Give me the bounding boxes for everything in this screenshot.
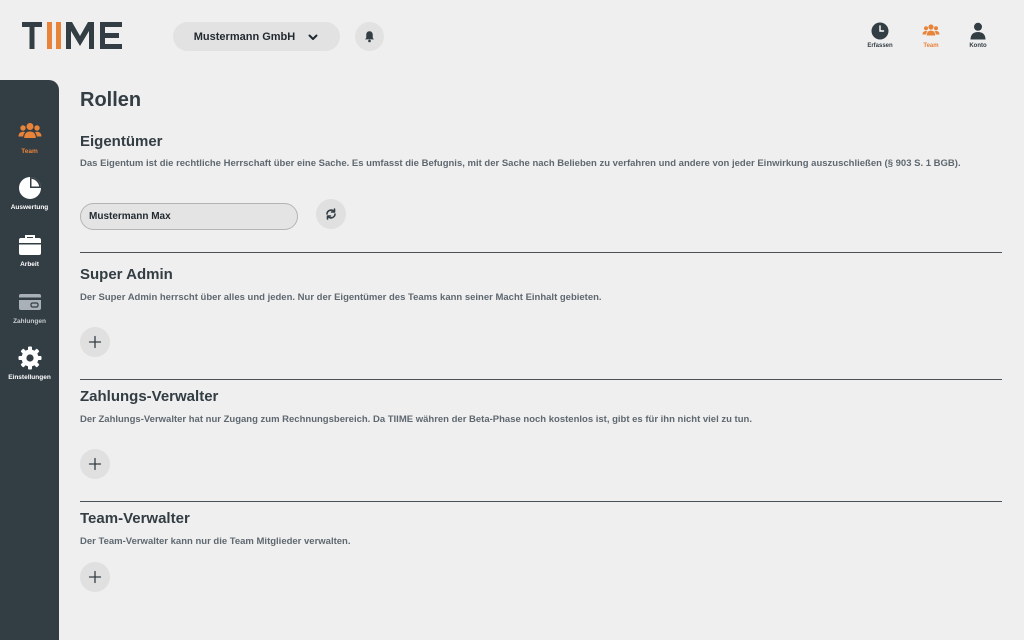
topnav-label: Erfassen: [867, 43, 893, 49]
section-description-super-admin: Der Super Admin herrscht über alles und jeden. Nur der Eigentümer des Teams kann seiner Macht Einhalt gebieten.: [80, 292, 602, 303]
section-title-zahlungs-verwalter: Zahlungs-Verwalter: [80, 388, 219, 405]
add-team-verwalter-button[interactable]: [80, 562, 110, 592]
section-divider: [80, 501, 1002, 502]
team-icon: [18, 120, 42, 144]
sidebar-item-label: Einstellungen: [8, 374, 51, 381]
plus-icon: [88, 570, 102, 584]
topnav-erfassen[interactable]: [860, 22, 900, 49]
add-zahlungs-verwalter-button[interactable]: [80, 449, 110, 479]
owner-field[interactable]: Mustermann Max: [80, 203, 298, 230]
tiime-logo: [22, 20, 138, 52]
sidebar-item-label: Team: [21, 148, 38, 155]
company-name: Mustermann GmbH: [193, 30, 296, 43]
section-description-team-verwalter: Der Team-Verwalter kann nur die Team Mitglieder verwalten.: [80, 536, 351, 547]
gear-icon: [18, 346, 42, 370]
sidebar-item-label: Arbeit: [20, 261, 39, 268]
sidebar-item-auswertung[interactable]: [0, 176, 59, 211]
section-divider: [80, 379, 1002, 380]
topnav-label: Konto: [969, 43, 987, 49]
add-super-admin-button[interactable]: [80, 327, 110, 357]
payment-card-icon: [18, 290, 42, 314]
user-icon: [969, 22, 987, 40]
briefcase-icon: [18, 233, 42, 257]
clock-icon: [871, 22, 889, 40]
topnav-label: Team: [923, 43, 939, 49]
chevron-down-icon: [307, 31, 319, 43]
change-owner-button[interactable]: [316, 199, 346, 229]
notifications-button[interactable]: [355, 22, 384, 51]
section-title-eigentuemer: Eigentümer: [80, 133, 163, 150]
sidebar-item-team[interactable]: [0, 120, 59, 155]
section-divider: [80, 252, 1002, 253]
section-title-super-admin: Super Admin: [80, 266, 173, 283]
pie-chart-icon: [18, 176, 42, 200]
team-icon: [922, 22, 940, 40]
page-title: Rollen: [80, 89, 142, 111]
sidebar-item-arbeit[interactable]: [0, 233, 59, 268]
section-title-team-verwalter: Team-Verwalter: [80, 510, 190, 527]
bell-icon: [363, 30, 376, 43]
sidebar-item-label: Zahlungen: [13, 318, 46, 325]
section-description-eigentuemer: Das Eigentum ist die rechtliche Herrschaft über eine Sache. Es umfasst die Befugnis, mit der Sache nach Belieben zu verfahren und andere von jeder Einwirkung auszuschließen (§ 903 S. 1 BGB).: [80, 158, 961, 169]
topnav-konto[interactable]: [958, 22, 998, 49]
sidebar-item-label: Auswertung: [10, 204, 49, 211]
sidebar-item-zahlungen[interactable]: [0, 290, 59, 325]
topnav-team[interactable]: [911, 22, 951, 49]
sidebar-item-einstellungen[interactable]: [0, 346, 59, 381]
refresh-icon: [324, 207, 338, 221]
plus-icon: [88, 457, 102, 471]
plus-icon: [88, 335, 102, 349]
sidebar: [0, 80, 59, 640]
company-selector[interactable]: [173, 22, 340, 51]
section-description-zahlungs-verwalter: Der Zahlungs-Verwalter hat nur Zugang zum Rechnungsbereich. Da TIIME währen der Beta-Phase noch kostenlos ist, gibt es für ihn nicht viel zu tun.: [80, 414, 752, 425]
